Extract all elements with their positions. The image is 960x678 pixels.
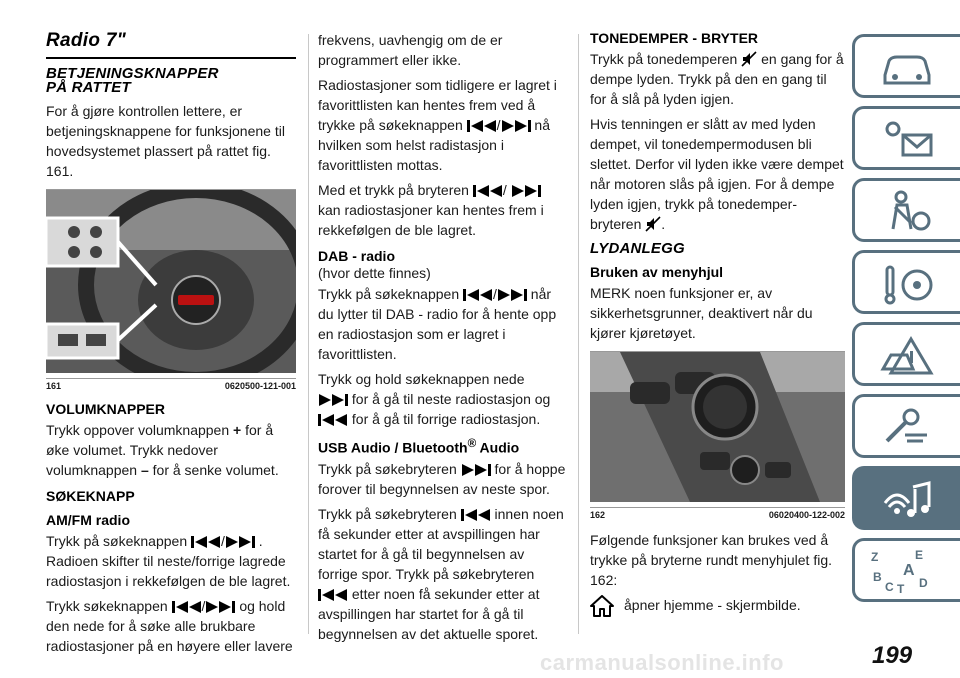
seek-back-icon bbox=[172, 600, 202, 614]
column-divider bbox=[308, 34, 309, 634]
heading-usb bbox=[318, 437, 566, 456]
tab-car[interactable] bbox=[852, 34, 960, 98]
column-2 bbox=[318, 30, 566, 649]
steering-key-icon bbox=[877, 261, 937, 305]
favorites-text-b: nå hvilken som helst radistasjon i favorittlisten mottas. bbox=[318, 117, 550, 173]
index-icon bbox=[867, 547, 937, 595]
volume-paragraph bbox=[46, 420, 296, 480]
mute1-text-b: en gang for å dempe lyden. Trykk på den en gang til for å slå på lyden igjen. bbox=[590, 51, 844, 107]
tab-warning-lights[interactable] bbox=[852, 106, 960, 170]
figure-161-caption bbox=[46, 378, 296, 391]
seek-back-icon bbox=[191, 535, 221, 549]
switch-text-a: Med et trykk på bryteren bbox=[318, 182, 469, 198]
continued-paragraph: frekvens, uavhengig om de er programmert eller ikke. bbox=[318, 32, 503, 68]
mute2-text-b: . bbox=[661, 216, 666, 232]
figure-162-caption bbox=[590, 507, 845, 520]
tab-maintenance[interactable] bbox=[852, 394, 960, 458]
home-item bbox=[590, 595, 845, 622]
hold-seek-text: Trykk og hold søkeknappen nede bbox=[318, 371, 525, 387]
column-3 bbox=[590, 30, 845, 622]
slash: / bbox=[221, 533, 225, 549]
dab-text-a: Trykk på søkeknappen bbox=[318, 286, 460, 302]
amfm-text-b: . Radioen skifter til neste/forrige lagrede radiostasjon i rekkefølgen de ble lagret. bbox=[46, 533, 291, 589]
index-letter-e: E bbox=[915, 548, 924, 562]
functions-paragraph: Følgende funksjoner kan brukes ved å trykke på bryterne rundt menyhjulet fig. 162: bbox=[590, 532, 833, 588]
dab-paragraph bbox=[318, 284, 566, 364]
figure-161 bbox=[46, 189, 296, 391]
switch-paragraph bbox=[318, 180, 566, 240]
column-1 bbox=[46, 30, 296, 661]
seek-forward-icon bbox=[501, 119, 531, 133]
page-number: 199 bbox=[872, 642, 913, 669]
steering-wheel-photo bbox=[46, 190, 296, 373]
tab-steering-key[interactable] bbox=[852, 250, 960, 314]
heading-dab-sub: (hvor dette finnes) bbox=[318, 265, 431, 281]
mute1-text-a: Trykk på tonedemperen bbox=[590, 51, 738, 67]
figure-162-code: 06020400-122-002 bbox=[768, 510, 845, 520]
usb2-text-a: Trykk på søkebryteren bbox=[318, 505, 457, 522]
usb2-text-b: innen noen få sekunder etter at avspillingen har startet for å gå til begynnelsen av forrige spor. Trykk på søkebryteren bbox=[318, 505, 564, 582]
mute-icon bbox=[645, 216, 661, 232]
usb-paragraph-1 bbox=[318, 459, 566, 499]
menu-wheel-photo bbox=[590, 352, 845, 502]
hold-seek-paragraph bbox=[318, 369, 566, 429]
slash: / bbox=[201, 598, 206, 614]
volume-plus-sign: + bbox=[233, 422, 242, 438]
seek-forward-icon bbox=[511, 184, 541, 198]
index-letter-a: A bbox=[903, 562, 915, 579]
figure-161-code: 0620500-121-001 bbox=[224, 381, 296, 391]
figure-162 bbox=[590, 351, 845, 520]
registered-mark: ® bbox=[467, 437, 477, 450]
seek-forward-icon bbox=[205, 600, 235, 614]
seek-back-icon bbox=[318, 413, 348, 427]
volume-text-b: for å øke volumet. Trykk nedover volumknappen bbox=[46, 422, 274, 478]
warning-lights-icon bbox=[877, 117, 937, 161]
usb1-text-b: for å hoppe forover til begynnelsen av neste spor. bbox=[318, 460, 566, 497]
heading-menu-wheel: Bruken av menyhjul bbox=[590, 264, 724, 280]
heading-controls-line1: BETJENINGSKNAPPER bbox=[46, 65, 219, 82]
home-text: åpner hjemme - skjermbilde. bbox=[624, 597, 801, 613]
usb2-text-c: etter noen få sekunder etter at avspillingen har startet for å gå til begynnelsen av det aktuelle sporet. bbox=[318, 585, 540, 642]
maintenance-icon bbox=[877, 405, 937, 449]
figure-161-number: 161 bbox=[46, 381, 62, 391]
switch-text-b: kan radiostasjoner kan hentes frem i rekkefølgen de ble lagret. bbox=[318, 202, 544, 238]
seek-forward-icon bbox=[225, 535, 255, 549]
slash: / bbox=[502, 182, 507, 198]
amfm-paragraph bbox=[46, 531, 296, 591]
page-title: Radio 7" bbox=[46, 30, 127, 51]
volume-text-c: for å senke volumet. bbox=[152, 462, 279, 478]
breakdown-icon bbox=[877, 333, 937, 377]
tab-breakdown[interactable] bbox=[852, 322, 960, 386]
multimedia-icon bbox=[877, 477, 937, 521]
column-divider bbox=[578, 34, 579, 634]
seek-back-icon bbox=[318, 588, 348, 602]
mute-paragraph-2 bbox=[590, 114, 845, 234]
index-letter-t: T bbox=[897, 582, 905, 595]
hold-text-b: og hold den nede for å søke alle brukbare radiostasjoner på en høyere eller lavere bbox=[46, 598, 293, 654]
home-icon bbox=[590, 595, 614, 622]
heading-amfm: AM/FM radio bbox=[46, 512, 130, 528]
heading-volume: VOLUMKNAPPER bbox=[46, 401, 166, 417]
intro-paragraph: For å gjøre kontrollen lettere, er betjeningsknappene for funksjonene til hovedsystemet plassert på rattet fig. 161. bbox=[46, 103, 285, 179]
title-rule bbox=[46, 57, 296, 59]
heading-mute: TONEDEMPER - BRYTER bbox=[590, 30, 759, 46]
mute2-text-a: Hvis tenningen er slått av med lyden dempet, vil tonedempermodusen bli slettet. Derfor vil lyden ikke være dempet når motoren slås på igjen. For å dempe lyden igjen, trykk på tonedemper-bryteren bbox=[590, 116, 844, 232]
index-letter-z: Z bbox=[871, 550, 879, 564]
slash: / bbox=[493, 286, 497, 302]
heading-controls bbox=[46, 67, 296, 95]
seek-back-icon bbox=[463, 288, 493, 302]
dab-text-b: når du lytter til DAB - radio for å hente opp en radiostasjon som er lagret i favorittlisten. bbox=[318, 286, 557, 362]
hold-paragraph bbox=[46, 596, 296, 656]
seek-back-icon bbox=[473, 184, 503, 198]
mute-icon bbox=[741, 51, 757, 67]
hold-text-a: Trykk søkeknappen bbox=[46, 598, 168, 614]
tab-multimedia[interactable] bbox=[852, 466, 960, 530]
volume-text-a: Trykk oppover volumknappen bbox=[46, 422, 230, 438]
figure-162-number: 162 bbox=[590, 510, 606, 520]
volume-minus-sign: – bbox=[140, 462, 149, 478]
seek-forward-icon bbox=[461, 463, 491, 477]
seek-forward-icon bbox=[497, 288, 527, 302]
amfm-text-a: Trykk på søkeknappen bbox=[46, 533, 188, 549]
watermark: carmanualsonline.info bbox=[540, 650, 784, 675]
favorites-text-a: Radiostasjoner som tidligere er lagret i favorittlisten kan hentes frem ved å trykke på søkeknappen bbox=[318, 77, 557, 133]
mute-paragraph-1 bbox=[590, 49, 845, 109]
index-letter-b: B bbox=[873, 570, 882, 584]
tab-index[interactable] bbox=[852, 538, 960, 602]
index-letter-d: D bbox=[919, 576, 928, 590]
heading-controls-line2: PÅ RATTET bbox=[46, 79, 131, 96]
heading-dab: DAB - radio bbox=[318, 248, 395, 264]
heading-sound-system: LYDANLEGG bbox=[590, 240, 685, 257]
seek-back-icon bbox=[467, 119, 497, 133]
seatbelt-airbag-icon bbox=[877, 189, 937, 233]
tab-seatbelt-airbag[interactable] bbox=[852, 178, 960, 242]
heading-usb-b: Audio bbox=[479, 439, 520, 456]
heading-seek: SØKEKNAPP bbox=[46, 488, 135, 504]
favorites-paragraph bbox=[318, 75, 566, 175]
seek-forward-icon bbox=[318, 393, 348, 407]
next-station-text: for å gå til neste radiostasjon og bbox=[351, 391, 551, 407]
seek-back-icon bbox=[461, 508, 491, 522]
heading-usb-a: USB Audio / Bluetooth bbox=[318, 439, 468, 456]
prev-station-text: for å gå til forrige radiostasjon. bbox=[351, 411, 541, 427]
usb1-text-a: Trykk på søkebryteren bbox=[318, 460, 457, 477]
chapter-tabs bbox=[852, 34, 960, 610]
usb-paragraph-2 bbox=[318, 504, 566, 644]
car-icon bbox=[877, 45, 937, 89]
index-letter-c: C bbox=[885, 580, 894, 594]
menu-note-paragraph: MERK noen funksjoner er, av sikkerhetsgrunner, deaktivert når du kjører kjøretøyet. bbox=[590, 285, 813, 341]
slash: / bbox=[496, 117, 501, 133]
